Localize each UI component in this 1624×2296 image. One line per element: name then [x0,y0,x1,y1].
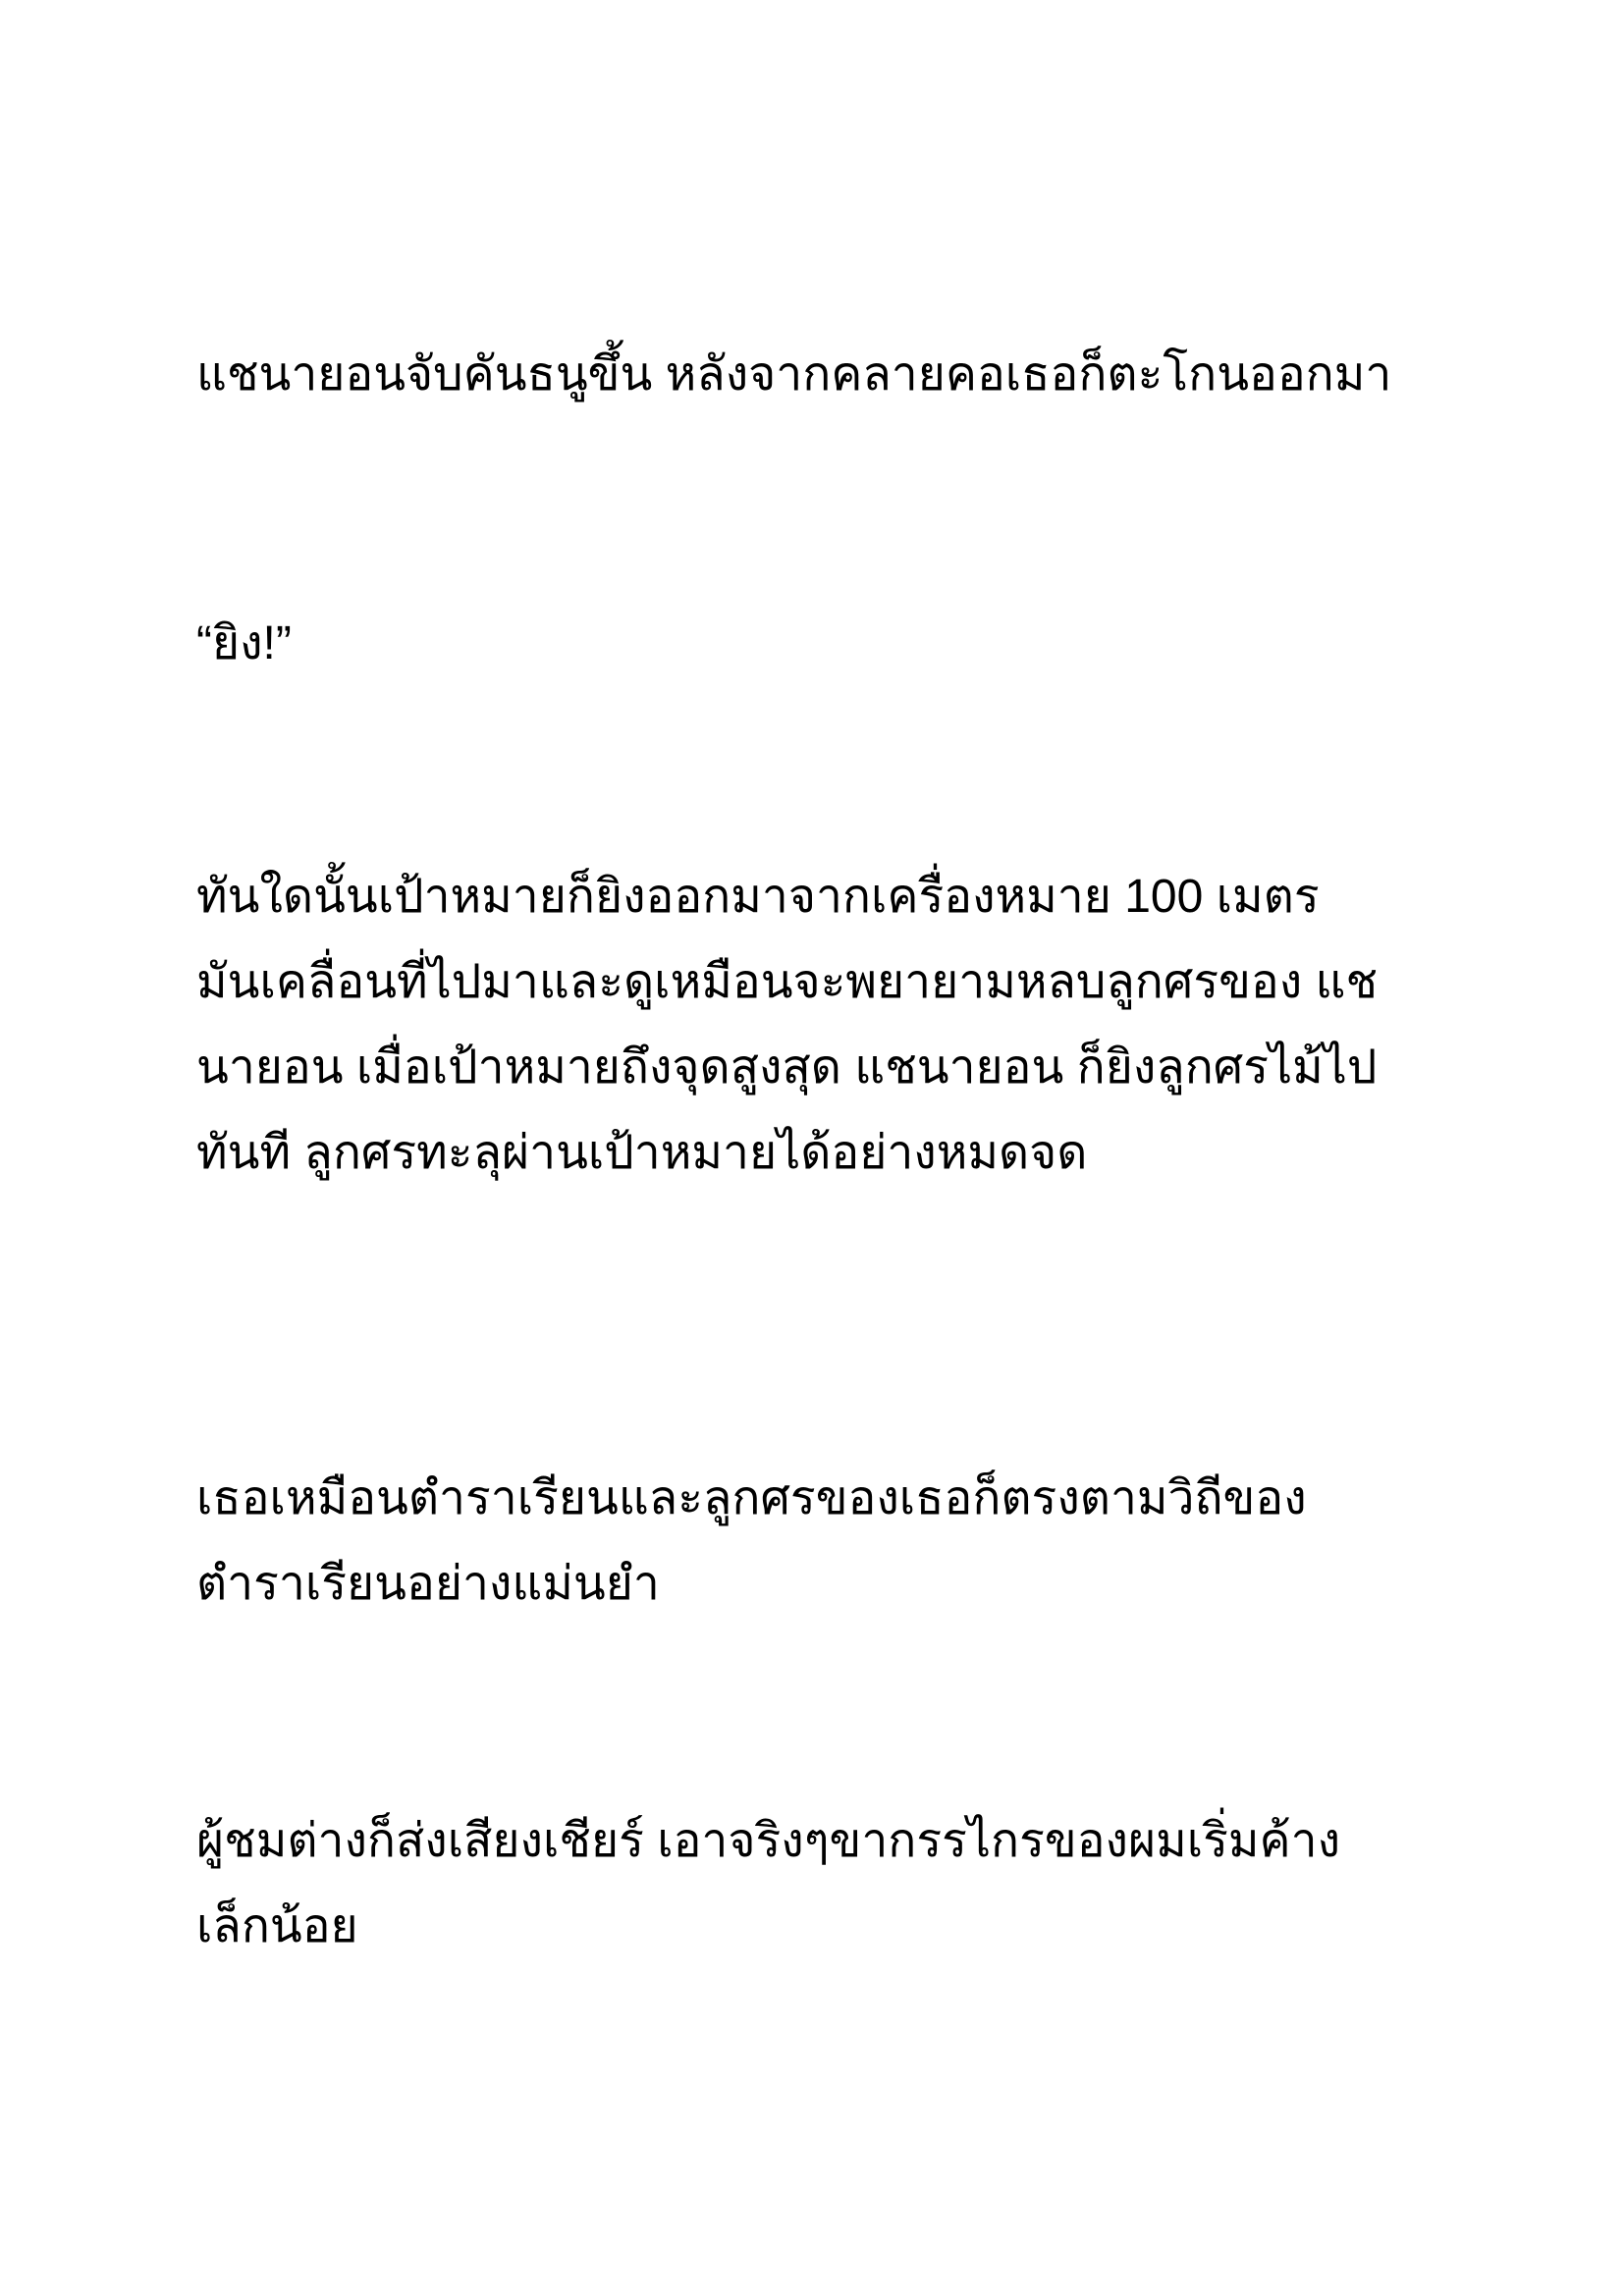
text-line: ตำราเรียนอย่างแม่นยำ [196,1558,660,1610]
text-line: เล็กน้อย [196,1900,358,1952]
text-line: ทันที ลูกศรทะลุผ่านเป้าหมายได้อย่างหมดจด [196,1127,1088,1179]
paragraph-3 [196,854,1453,1196]
text-line: ผู้ชมต่างก็ส่งเสียงเชียร์ เอาจริงๆขากรรไกรของผมเริ่มค้าง [196,1815,1341,1867]
text-line: นายอน เมื่อเป้าหมายถึงจุดสูงสุด แชนายอน ก็ยิงลูกศรไม้ไป [196,1041,1378,1094]
text-line: แชนายอนจับคันธนูขึ้น หลังจากคลายคอเธอก็ตะโกนออกมา [196,348,1392,400]
text-line: มันเคลื่อนที่ไปมาและดูเหมือนจะพยายามหลบลูกศรของ แช [196,956,1379,1008]
paragraph-4 [196,1456,1453,1627]
text-line: “ยิง!” [196,617,292,669]
text-line: เธอเหมือนตำราเรียนและลูกศรของเธอก็ตรงตามวิถีของ [196,1472,1307,1524]
paragraph-5 [196,1798,1453,1969]
text-line: ทันใดนั้นเป้าหมายก็ยิงออกมาจากเครื่องหมาย 100 เมตร [196,871,1320,923]
paragraph-2-dialogue [196,601,1453,686]
paragraph-1 [196,332,1453,417]
